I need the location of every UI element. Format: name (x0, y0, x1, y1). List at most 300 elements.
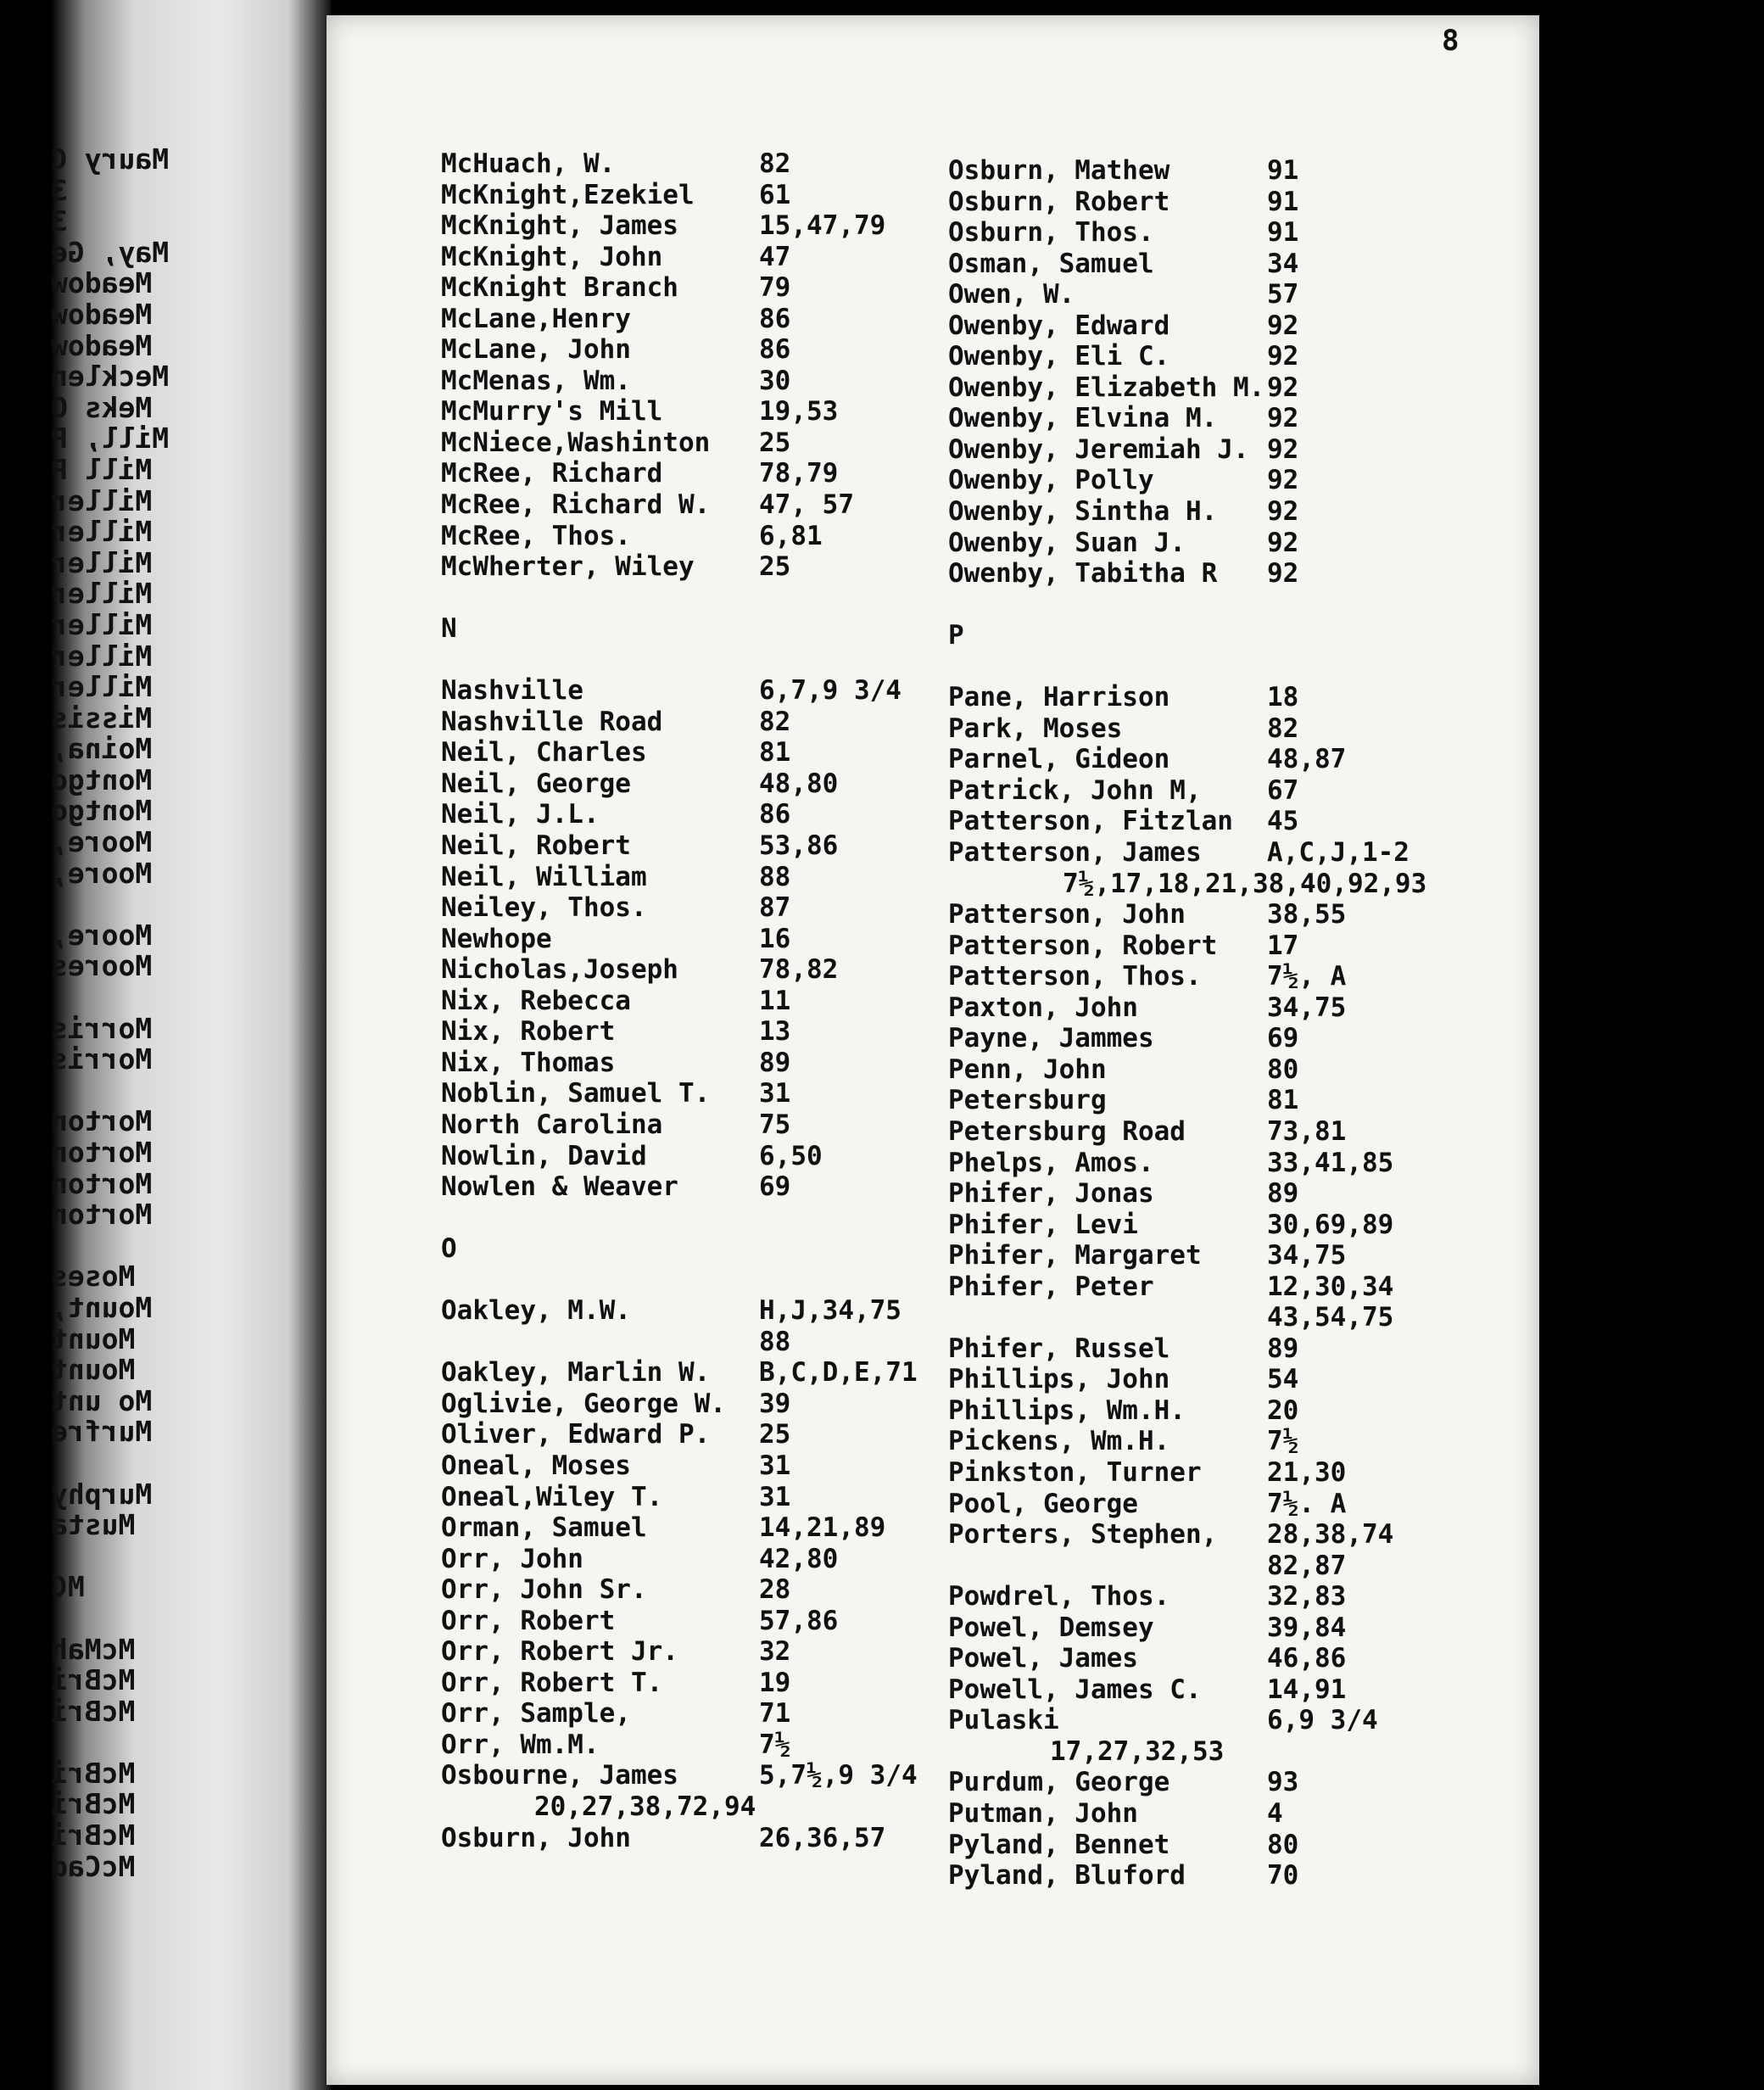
bleed-line: 3 (51, 204, 68, 238)
index-column-right (948, 155, 1457, 1892)
entry-pages: 53,86 (759, 830, 839, 862)
bleed-line: Meks O (51, 390, 153, 424)
bleed-line: Miller (51, 545, 153, 579)
entry-name: Owenby, Elizabeth M. (948, 372, 1265, 403)
entry-pages: 34,75 (1267, 1240, 1347, 1271)
entry-name: McKnight, James (441, 210, 678, 242)
letter-heading-text: P (948, 620, 964, 651)
entry-pages: 34 (1267, 248, 1299, 279)
entry-pages: 30 (759, 365, 791, 396)
entry-continuation (948, 869, 1457, 900)
index-entry (948, 1457, 1457, 1489)
index-entry (948, 1830, 1457, 1861)
entry-pages: 57,86 (759, 1605, 839, 1636)
continuation-pages: 43,54,75 (1267, 1302, 1394, 1333)
letter-heading-text: O (441, 1233, 457, 1265)
entry-pages: 48,80 (759, 768, 839, 799)
entry-pages: 92 (1267, 433, 1299, 465)
entry-pages: 80 (1267, 1053, 1299, 1085)
index-entry (948, 1674, 1457, 1706)
bleed-line: Mount (51, 1322, 136, 1355)
entry-pages: 73,81 (1267, 1115, 1347, 1147)
entry-name: Osburn, John (441, 1822, 631, 1853)
index-entry (948, 1395, 1457, 1427)
index-entry (948, 217, 1457, 249)
entry-name: Putman, John (948, 1797, 1138, 1829)
entry-pages: 31 (759, 1078, 791, 1109)
entry-name: Oakley, M.W. (441, 1295, 631, 1327)
bleed-line (51, 1448, 263, 1479)
entry-name: Park, Moses (948, 712, 1123, 744)
index-entry (441, 272, 950, 304)
index-entry (948, 1426, 1457, 1457)
index-entry (948, 496, 1457, 528)
index-entry (441, 334, 950, 366)
index-entry (441, 1048, 950, 1079)
index-entry (948, 1798, 1457, 1830)
index-entry (948, 744, 1457, 775)
entry-name: Orr, Robert Jr. (441, 1636, 678, 1668)
bleed-line (51, 889, 263, 920)
entry-name: Powel, James (948, 1643, 1138, 1674)
index-entry (441, 428, 950, 459)
entry-name: Osburn, Thos. (948, 217, 1154, 249)
index-entry (948, 899, 1457, 930)
index-entry (441, 458, 950, 489)
facing-page-bleed (51, 0, 331, 2090)
bleed-line: Musta (51, 1508, 136, 1542)
bleed-line: McMah (51, 1632, 136, 1666)
entry-pages: 38,55 (1267, 899, 1347, 930)
entry-name: McMurry's Mill (441, 396, 663, 428)
index-entry (948, 1210, 1457, 1241)
index-entry (441, 1357, 950, 1389)
entry-pages: 11 (759, 985, 791, 1016)
bleed-line: McBri (51, 1787, 136, 1821)
entry-pages: 82 (759, 148, 791, 179)
index-entry (948, 1489, 1457, 1520)
entry-pages: 81 (759, 737, 791, 768)
entry-name: Owenby, Eli C. (948, 341, 1170, 372)
entry-name: Noblin, Samuel T. (441, 1078, 711, 1109)
index-entry (948, 528, 1457, 559)
entry-pages: 39 (759, 1388, 791, 1419)
index-entry (948, 1054, 1457, 1086)
entry-pages: 92 (1267, 465, 1299, 496)
entry-name: Oliver, Edward P. (441, 1419, 711, 1450)
bleed-line: 3 (51, 173, 68, 207)
entry-continuation (441, 1791, 950, 1823)
index-entry (441, 304, 950, 335)
index-entry (948, 1333, 1457, 1365)
entry-name: Orr, Robert (441, 1605, 616, 1636)
entry-name: Pickens, Wm.H. (948, 1426, 1170, 1457)
entry-pages: 6,50 (759, 1140, 823, 1171)
entry-continuation (948, 1302, 1457, 1333)
entry-pages: H,J,34,75 (759, 1295, 902, 1327)
bleed-line: Moses (51, 1260, 136, 1294)
index-entry (441, 1171, 950, 1203)
entry-pages: 86 (759, 334, 791, 366)
entry-pages: 91 (1267, 217, 1299, 249)
entry-pages: B,C,D,E,71 (759, 1357, 918, 1389)
bleed-line: Moore, (51, 918, 153, 952)
bleed-line: Missis (51, 701, 153, 735)
entry-name: Patterson, Fitzlan (948, 806, 1233, 837)
entry-name: Owenby, Jeremiah J. (948, 433, 1249, 465)
entry-name: Phifer, Margaret (948, 1240, 1202, 1271)
index-entry (948, 279, 1457, 310)
entry-name: McRee, Richard (441, 458, 663, 489)
entry-pages: 25 (759, 551, 791, 583)
bleed-line: Meadow (51, 328, 153, 362)
bleed-line: MC (51, 1570, 85, 1604)
entry-name: Pyland, Bluford (948, 1860, 1186, 1892)
entry-name: Owenby, Sintha H. (948, 496, 1218, 528)
index-entry (441, 1016, 950, 1048)
entry-name: Nashville (441, 675, 583, 707)
entry-pages: 7½ (759, 1729, 791, 1760)
blank-line (948, 651, 1457, 683)
entry-pages: 28,38,74 (1267, 1519, 1394, 1551)
bleed-line: Morton (51, 1166, 153, 1200)
entry-name: Newhope (441, 923, 552, 954)
index-entry (948, 1023, 1457, 1054)
index-entry (948, 1612, 1457, 1644)
entry-pages: 15,47,79 (759, 210, 886, 242)
index-entry (948, 1085, 1457, 1116)
index-entry (441, 521, 950, 552)
entry-pages: 45 (1267, 806, 1299, 837)
entry-name: Owen, W. (948, 279, 1075, 310)
entry-name: Orr, John Sr. (441, 1574, 647, 1606)
index-entry (948, 341, 1457, 372)
blank-line (441, 583, 950, 614)
index-entry (948, 775, 1457, 807)
entry-pages: 32 (759, 1636, 791, 1668)
bleed-line (51, 1603, 263, 1635)
index-entry (948, 1116, 1457, 1148)
entry-pages: 75 (759, 1109, 791, 1140)
entry-name: Neil, William (441, 861, 647, 892)
entry-pages: 89 (759, 1047, 791, 1078)
index-entry (441, 1419, 950, 1450)
entry-name: Oneal,Wiley T. (441, 1481, 663, 1512)
entry-name: Phelps, Amos. (948, 1147, 1154, 1178)
index-entry (441, 210, 950, 242)
entry-pages: 21,30 (1267, 1456, 1347, 1488)
index-column-left (441, 148, 950, 1853)
index-entry (441, 1482, 950, 1513)
entry-pages: 17 (1267, 930, 1299, 961)
continuation-pages: 88 (759, 1326, 791, 1357)
entry-pages: 39,84 (1267, 1612, 1347, 1643)
index-entry (948, 713, 1457, 745)
entry-pages: 33,41,85 (1267, 1147, 1394, 1178)
entry-name: Patterson, James (948, 837, 1202, 869)
entry-name: Owenby, Suan J. (948, 527, 1186, 558)
bleed-line: Meadow (51, 266, 153, 300)
entry-name: Neil, George (441, 768, 631, 799)
entry-name: Orr, Sample, (441, 1698, 631, 1730)
entry-pages: 4 (1267, 1797, 1283, 1829)
index-entry (441, 1078, 950, 1109)
bleed-line: Murphy (51, 1477, 153, 1511)
bleed-line: Miller (51, 670, 153, 704)
entry-pages: 80 (1267, 1829, 1299, 1860)
entry-pages: 47 (759, 241, 791, 272)
bleed-line: Moina, (51, 732, 153, 766)
entry-pages: 78,79 (759, 458, 839, 489)
index-entry (948, 1705, 1457, 1736)
bleed-line: Miller (51, 483, 153, 517)
index-entry (441, 1636, 950, 1668)
entry-name: Oglivie, George W. (441, 1388, 726, 1419)
letter-heading (441, 613, 950, 645)
entry-pages: 6,7,9 3/4 (759, 675, 902, 707)
entry-name: Osburn, Robert (948, 186, 1170, 217)
entry-pages: 61 (759, 179, 791, 210)
bleed-line: Miller (51, 515, 153, 549)
entry-name: Nowlin, David (441, 1140, 647, 1171)
index-entry (441, 396, 950, 428)
index-entry (948, 249, 1457, 280)
entry-pages: 86 (759, 799, 791, 830)
entry-pages: 5,7½,9 3/4 (759, 1760, 918, 1791)
entry-name: McLane, John (441, 334, 631, 366)
continuation-pages: 20,27,38,72,94 (534, 1791, 756, 1822)
entry-name: Pinkston, Turner (948, 1456, 1202, 1488)
entry-pages: 92 (1267, 310, 1299, 341)
entry-name: Pyland, Bennet (948, 1829, 1170, 1860)
entry-pages: 47, 57 (759, 489, 854, 521)
entry-name: Payne, Jammes (948, 1023, 1154, 1054)
bleed-line (51, 1076, 263, 1107)
entry-pages: 14,91 (1267, 1674, 1347, 1705)
entry-pages: 30,69,89 (1267, 1209, 1394, 1240)
bleed-line: Murfre (51, 1415, 153, 1449)
entry-name: Pool, George (948, 1488, 1138, 1519)
letter-heading (441, 1233, 950, 1265)
entry-pages: 6,81 (759, 520, 823, 551)
entry-name: Nowlen & Weaver (441, 1171, 678, 1203)
bleed-line: Maury C (51, 142, 170, 176)
bleed-line: May, Ge (51, 235, 170, 269)
entry-pages: 89 (1267, 1333, 1299, 1364)
entry-name: McNiece,Washinton (441, 427, 711, 458)
index-entry (948, 465, 1457, 496)
index-entry (948, 1364, 1457, 1395)
entry-name: Owenby, Tabitha R (948, 558, 1218, 590)
index-entry (441, 1450, 950, 1482)
continuation-pages: 82,87 (1267, 1550, 1347, 1581)
entry-pages: 79 (759, 272, 791, 304)
entry-continuation (441, 1327, 950, 1358)
entry-name: Owenby, Edward (948, 310, 1170, 341)
entry-pages: 57 (1267, 279, 1299, 310)
entry-pages: 71 (759, 1698, 791, 1730)
bleed-line: Morton (51, 1198, 153, 1232)
entry-name: McHuach, W. (441, 148, 616, 179)
blank-line (441, 1203, 950, 1234)
entry-name: McKnight, John (441, 241, 663, 272)
entry-name: Nashville Road (441, 706, 663, 737)
entry-name: Patterson, Robert (948, 930, 1218, 961)
entry-pages: 7½. A (1267, 1488, 1347, 1519)
index-entry (441, 1760, 950, 1791)
bleed-line: Morris (51, 1042, 153, 1076)
blank-line (948, 590, 1457, 621)
entry-name: Purdum, George (948, 1767, 1170, 1798)
entry-name: Nicholas,Joseph (441, 954, 678, 986)
index-entry (441, 1668, 950, 1699)
index-entry (948, 1519, 1457, 1551)
entry-pages: 19,53 (759, 396, 839, 428)
entry-pages: 6,9 3/4 (1267, 1705, 1378, 1736)
entry-name: McKnight Branch (441, 272, 678, 304)
index-entry (948, 837, 1457, 869)
blank-line (441, 645, 950, 676)
entry-pages: 19 (759, 1667, 791, 1698)
index-entry (948, 310, 1457, 342)
index-entry (441, 1823, 950, 1854)
index-entry (441, 768, 950, 800)
entry-pages: A,C,J,1-2 (1267, 837, 1410, 869)
entry-name: Neil, Robert (441, 830, 631, 862)
bleed-line (51, 1727, 263, 1758)
entry-pages: 7½, A (1267, 961, 1347, 992)
entry-pages: 92 (1267, 527, 1299, 558)
entry-pages: 25 (759, 1419, 791, 1450)
page-number: 8 (1442, 24, 1460, 58)
bleed-line (51, 1541, 263, 1573)
bleed-line: McBri (51, 1663, 136, 1697)
letter-heading (948, 620, 1457, 651)
entry-pages: 13 (759, 1016, 791, 1048)
bleed-line: McBri (51, 1756, 136, 1790)
entry-pages: 92 (1267, 403, 1299, 434)
index-entry (948, 1767, 1457, 1798)
entry-name: Orr, Wm.M. (441, 1729, 600, 1760)
index-entry (948, 434, 1457, 466)
entry-name: Porters, Stephen, (948, 1519, 1218, 1551)
entry-name: Orman, Samuel (441, 1512, 647, 1544)
entry-name: Petersburg Road (948, 1115, 1186, 1147)
bleed-line: Mount, (51, 1290, 153, 1324)
entry-name: Oakley, Marlin W. (441, 1357, 711, 1389)
entry-name: Pulaski (948, 1705, 1059, 1736)
index-entry (948, 558, 1457, 590)
entry-pages: 32,83 (1267, 1581, 1347, 1612)
entry-name: North Carolina (441, 1109, 663, 1140)
entry-name: Patterson, John (948, 899, 1186, 930)
entry-pages: 16 (759, 923, 791, 954)
entry-pages: 88 (759, 861, 791, 892)
entry-name: Parnel, Gideon (948, 744, 1170, 775)
entry-name: McRee, Richard W. (441, 489, 711, 521)
entry-pages: 14,21,89 (759, 1512, 886, 1544)
entry-name: Nix, Thomas (441, 1047, 616, 1078)
index-entry (948, 930, 1457, 962)
entry-pages: 92 (1267, 372, 1299, 403)
bleed-line: Mount (51, 1353, 136, 1387)
entry-pages: 25 (759, 427, 791, 458)
index-entry (948, 1178, 1457, 1210)
bleed-line: Moore, (51, 825, 153, 859)
entry-name: Neil, Charles (441, 737, 647, 768)
entry-pages: 54 (1267, 1364, 1299, 1395)
index-entry (441, 1389, 950, 1420)
continuation-pages: 7½,17,18,21,38,40,92,93 (1063, 868, 1427, 899)
entry-pages: 92 (1267, 496, 1299, 528)
continuation-pages: 17,27,32,53 (1050, 1735, 1225, 1767)
entry-name: Osburn, Mathew (948, 155, 1170, 186)
index-entry (441, 954, 950, 986)
entry-pages: 82 (1267, 712, 1299, 744)
bleed-line: Mill, P (51, 422, 170, 455)
entry-pages: 81 (1267, 1085, 1299, 1116)
entry-name: Phifer, Peter (948, 1271, 1154, 1302)
bleed-line: Morton (51, 1136, 153, 1169)
entry-name: Osman, Samuel (948, 248, 1154, 279)
index-entry (441, 1544, 950, 1575)
bleed-line: Moore, (51, 856, 153, 890)
entry-name: Pane, Harrison (948, 682, 1170, 713)
index-entry (441, 1606, 950, 1637)
entry-name: Neil, J.L. (441, 799, 600, 830)
bleed-line: Mo unt (51, 1383, 153, 1417)
entry-continuation (948, 1736, 1457, 1768)
bleed-line: Mill P (51, 452, 153, 486)
bleed-line (51, 982, 263, 1014)
entry-pages: 69 (1267, 1023, 1299, 1054)
index-entry (441, 1512, 950, 1544)
entry-name: Oneal, Moses (441, 1450, 631, 1481)
entry-pages: 34,75 (1267, 992, 1347, 1023)
index-entry (441, 986, 950, 1017)
entry-pages: 91 (1267, 186, 1299, 217)
entry-pages: 48,87 (1267, 744, 1347, 775)
entry-name: Phifer, Levi (948, 1209, 1138, 1240)
entry-name: McWherter, Wiley (441, 551, 695, 583)
entry-pages: 18 (1267, 682, 1299, 713)
entry-name: McLane,Henry (441, 303, 631, 334)
index-entry (948, 806, 1457, 837)
entry-name: Patterson, Thos. (948, 961, 1202, 992)
entry-pages: 31 (759, 1450, 791, 1481)
bleed-line: Moores (51, 949, 153, 983)
blank-line (441, 1265, 950, 1296)
entry-pages: 7½ (1267, 1426, 1299, 1457)
entry-pages: 78,82 (759, 954, 839, 986)
entry-name: Orr, John (441, 1543, 583, 1574)
entry-pages: 82 (759, 706, 791, 737)
entry-name: Powdrel, Thos. (948, 1581, 1170, 1612)
entry-name: McMenas, Wm. (441, 365, 631, 396)
entry-pages: 70 (1267, 1860, 1299, 1892)
entry-pages: 12,30,34 (1267, 1271, 1394, 1302)
entry-name: Powel, Demsey (948, 1612, 1154, 1643)
index-entry (441, 675, 950, 707)
index-entry (948, 1860, 1457, 1892)
index-entry (441, 924, 950, 955)
index-entry (948, 992, 1457, 1024)
index-entry (441, 242, 950, 273)
index-entry (948, 187, 1457, 218)
bleed-line: McBri (51, 1694, 136, 1728)
index-entry (441, 830, 950, 862)
index-entry (441, 892, 950, 924)
